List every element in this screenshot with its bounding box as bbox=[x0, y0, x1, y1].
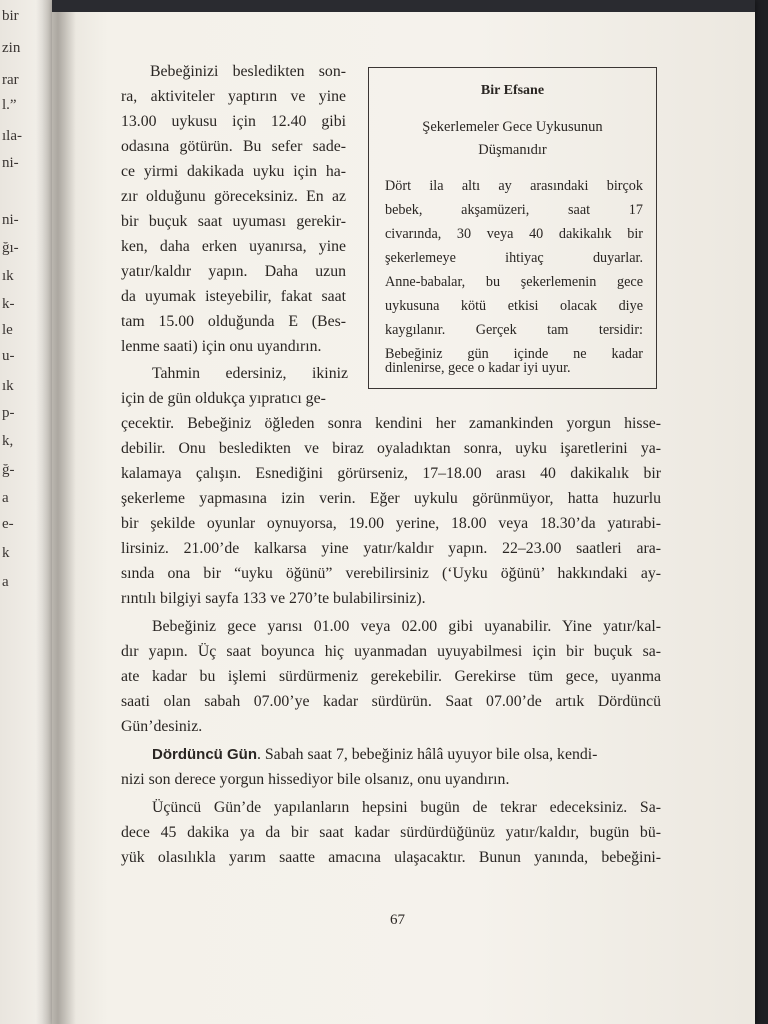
left-page-fragment: l.” bbox=[2, 97, 17, 113]
body-line: zır olduğunu göreceksiniz. En az bbox=[121, 188, 346, 205]
left-page-fragment: a bbox=[2, 574, 9, 590]
left-page-fragment: ıla- bbox=[2, 128, 22, 144]
body-line: ra, aktiviteler yaptırın ve yine bbox=[121, 88, 346, 105]
sidebar-line: şekerlemeye ihtiyaç duyarlar. bbox=[385, 250, 643, 266]
body-line: şekerleme yapmasına izin verin. Eğer uykulu görünmüyor, hatta huzurlu bbox=[121, 490, 661, 507]
sidebar-line: kaygılanır. Gerçek tam tersidir: bbox=[385, 322, 643, 338]
left-page bbox=[0, 0, 60, 1024]
body-line: ce yirmi dakikada uyku için ha- bbox=[121, 163, 346, 180]
body-line: dır yapın. Üç saat boyunca hiç uyanmadan uyuyabilmesi için bir buçuk sa- bbox=[121, 643, 661, 660]
body-line: bir şekilde oyunlar oynuyorsa, 19.00 yerine, 18.00 veya 18.30’da yatırabi- bbox=[121, 515, 661, 532]
body-line: yatır/kaldır yapın. Daha uzun bbox=[121, 263, 346, 280]
left-page-fragment: k, bbox=[2, 433, 14, 449]
body-line: nizi son derece yorgun hissediyor bile olsanız, onu uyandırın. bbox=[121, 771, 510, 788]
left-page-fragment: le bbox=[2, 322, 13, 338]
body-line: Bebeğiniz gece yarısı 01.00 veya 02.00 gibi uyanabilir. Yine yatır/kal- bbox=[152, 618, 661, 635]
left-page-fragment: ık bbox=[2, 268, 14, 284]
body-line: Tahmin edersiniz, ikiniz bbox=[152, 365, 348, 382]
body-line: ate kadar bu işlemi sürdürmeniz gerekebilir. Gerekirse tüm gece, uyanma bbox=[121, 668, 661, 685]
left-page-fragment: ni- bbox=[2, 155, 19, 171]
day4-heading: Dördüncü Gün bbox=[152, 746, 257, 763]
left-page-fragment: ğı- bbox=[2, 240, 19, 256]
body-line: kalamaya çalışın. Esnediğini görürseniz, 17–18.00 arası 40 dakikalık bir bbox=[121, 465, 661, 482]
left-page-fragment: a bbox=[2, 490, 9, 506]
left-page-fragment: bir bbox=[2, 8, 19, 24]
sidebar-line: uykusuna kötü etkisi olacak diye bbox=[385, 298, 643, 314]
body-line: lenme saati) için onu uyandırın. bbox=[121, 338, 322, 355]
sidebar-line: Anne-babalar, bu şekerlemenin gece bbox=[385, 274, 643, 290]
body-line: lirsiniz. 21.00’de kalkarsa yine yatır/kaldır yapın. 22–23.00 saatleri ara- bbox=[121, 540, 661, 557]
left-page-fragment: rar bbox=[2, 72, 19, 88]
sidebar-line: Bebeğiniz gün içinde ne kadar bbox=[385, 346, 643, 362]
sidebar-subtitle: Şekerlemeler Gece Uykusunun bbox=[422, 119, 603, 135]
body-line: rıntılı bilgiyi sayfa 133 ve 270’te bulabilirsiniz). bbox=[121, 590, 426, 607]
body-line: çecektir. Bebeğiniz öğleden sonra kendini her zamankinden yorgun hisse- bbox=[121, 415, 661, 432]
sidebar-box bbox=[368, 67, 657, 389]
body-line: 13.00 uykusu için 12.40 gibi bbox=[121, 113, 346, 130]
body-line: odasına götürün. Bu sefer sade- bbox=[121, 138, 346, 155]
left-page-fragment: ni- bbox=[2, 212, 19, 228]
body-line: da uyumak isteyebilir, fakat saat bbox=[121, 288, 346, 305]
sidebar-title: Bir Efsane bbox=[480, 83, 545, 98]
sidebar-subtitle: Düşmanıdır bbox=[478, 142, 547, 158]
body-line: bir buçuk saat uyuması gerekir- bbox=[121, 213, 346, 230]
body-line: saati olan sabah 07.00’ye kadar sürdürün. Saat 07.00’de artık Dördüncü bbox=[121, 693, 661, 710]
day4-line1-text: . Sabah saat 7, bebeğiniz hâlâ uyuyor bile olsa, kendi- bbox=[257, 746, 598, 763]
left-page-fragment: k- bbox=[2, 296, 15, 312]
body-line: debilir. Onu besledikten ve biraz oyaladıktan sonra, uyku işaretlerini ya- bbox=[121, 440, 661, 457]
left-page-fragment: p- bbox=[2, 405, 15, 421]
body-line: dece 45 dakika ya da bir saat kadar sürdürdüğünüz yatır/kaldır, bugün bü- bbox=[121, 824, 661, 841]
body-line: tam 15.00 olduğunda E (Bes- bbox=[121, 313, 346, 330]
left-page-fragment: zin bbox=[2, 40, 21, 56]
sidebar-line: bebek, akşamüzeri, saat 17 bbox=[385, 202, 643, 218]
left-page-fragment: e- bbox=[2, 516, 14, 532]
sidebar-line: dinlenirse, gece o kadar iyi uyur. bbox=[385, 360, 571, 376]
left-page-fragment: ık bbox=[2, 378, 14, 394]
body-line: Bebeğinizi besledikten son- bbox=[150, 63, 346, 80]
page-number: 67 bbox=[390, 912, 405, 928]
left-page-fragment: k bbox=[2, 545, 10, 561]
body-line: ken, daha erken uyanırsa, yine bbox=[121, 238, 346, 255]
body-line: Gün’desiniz. bbox=[121, 718, 203, 735]
sidebar-line: Dört ila altı ay arasındaki birçok bbox=[385, 178, 643, 194]
left-page-fragment: ğ- bbox=[2, 462, 15, 478]
left-page-fragment: u- bbox=[2, 348, 15, 364]
day4-paragraph-line bbox=[152, 745, 661, 765]
body-line: sında ona bir “uyku öğünü” verebilirsiniz (‘Uyku öğünü’ hakkındaki ay- bbox=[121, 565, 661, 582]
body-line: yük olasılıkla yarım saatte amacına ulaşacaktır. Bunun yanında, bebeğini- bbox=[121, 849, 661, 866]
top-edge bbox=[52, 0, 755, 12]
sidebar-line: civarında, 30 veya 40 dakikalık bir bbox=[385, 226, 643, 242]
body-line: Üçüncü Gün’de yapılanların hepsini bugün de tekrar edeceksiniz. Sa- bbox=[152, 799, 661, 816]
body-line: için de gün oldukça yıpratıcı ge- bbox=[121, 390, 326, 407]
